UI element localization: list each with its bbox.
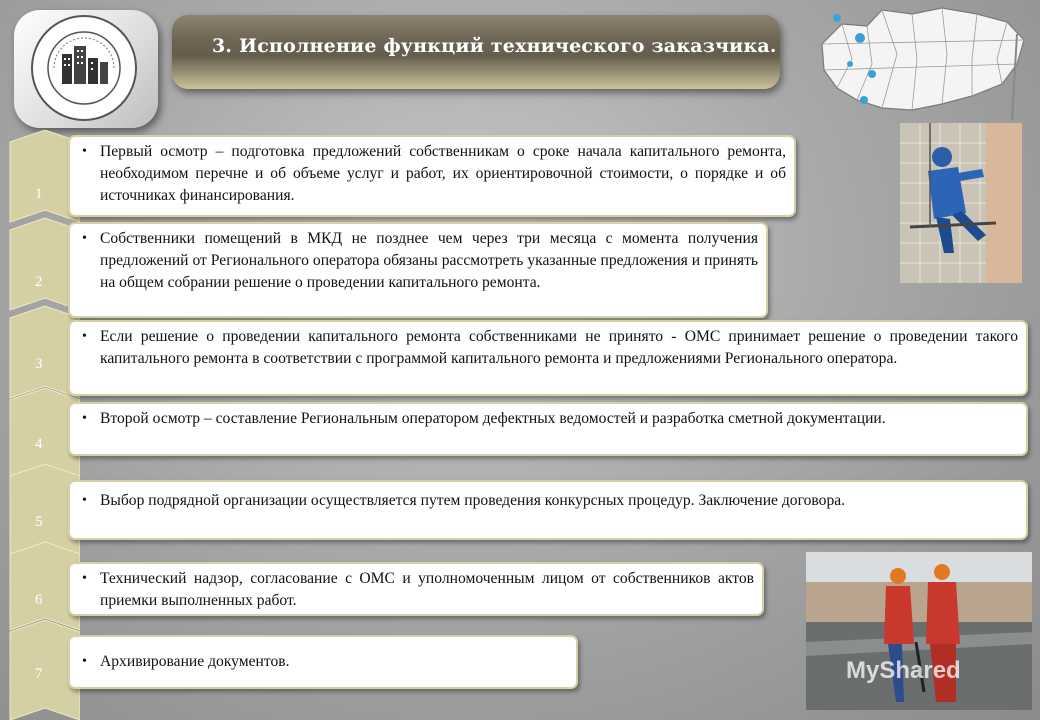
step-number: 7 — [35, 666, 43, 682]
step-1-box — [68, 135, 796, 217]
bullet-icon: • — [82, 411, 87, 426]
organization-logo — [14, 10, 158, 128]
step-7-box — [68, 635, 578, 689]
page-title: 3. Исполнение функций технического заказчика. — [212, 35, 777, 57]
bullet-icon: • — [82, 654, 87, 669]
step-5-box — [68, 480, 1028, 540]
bullet-icon: • — [82, 231, 87, 246]
step-2-text: Собственники помещений в МКД не позднее чем через три месяца с момента получения предложений от Регионального оператора обязаны рассмотреть указанные предложения и принять на общем собрании решение о проведении капитального ремонта. — [100, 230, 758, 291]
step-2-box — [68, 222, 768, 318]
logo-emblem-icon — [14, 10, 158, 128]
step-number: 1 — [35, 186, 43, 202]
facade-worker-photo — [900, 123, 1022, 283]
bullet-icon: • — [82, 571, 87, 586]
step-4-text: Второй осмотр – составление Региональным оператором дефектных ведомостей и разработка сметной документации. — [100, 410, 886, 427]
step-6-text: Технический надзор, согласование с ОМС и уполномоченным лицом от собственников актов приемки выполненных работ. — [100, 570, 754, 609]
bullet-icon: • — [82, 144, 87, 159]
step-1-text: Первый осмотр – подготовка предложений собственникам о сроке начала капитального ремонта, необходимом перечне и об объеме услуг и работ, их ориентировочной стоимости, о порядке и об источниках финансирования. — [100, 143, 786, 204]
title-bar — [172, 15, 780, 89]
step-7-text: Архивирование документов. — [100, 653, 290, 670]
step-4-box — [68, 402, 1028, 456]
step-6-box — [68, 562, 764, 616]
step-3-box — [68, 320, 1028, 396]
region-map-icon — [812, 4, 1032, 120]
bullet-icon: • — [82, 329, 87, 344]
step-number: 2 — [35, 274, 43, 290]
step-number: 5 — [35, 514, 43, 530]
bullet-icon: • — [82, 493, 87, 508]
roof-workers-photo — [806, 552, 1032, 710]
step-number: 3 — [35, 356, 43, 372]
step-number: 6 — [35, 592, 43, 608]
step-5-text: Выбор подрядной организации осуществляется путем проведения конкурсных процедур. Заключение договора. — [100, 492, 846, 509]
step-3-text: Если решение о проведении капитального ремонта собственниками не принято - ОМС принимает решение о проведении такого капитального ремонта в соответствии с программой капитального ремонта и предложениями Регионального оператора. — [100, 328, 1018, 367]
step-number: 4 — [35, 436, 43, 452]
watermark: MyShared — [846, 657, 961, 684]
